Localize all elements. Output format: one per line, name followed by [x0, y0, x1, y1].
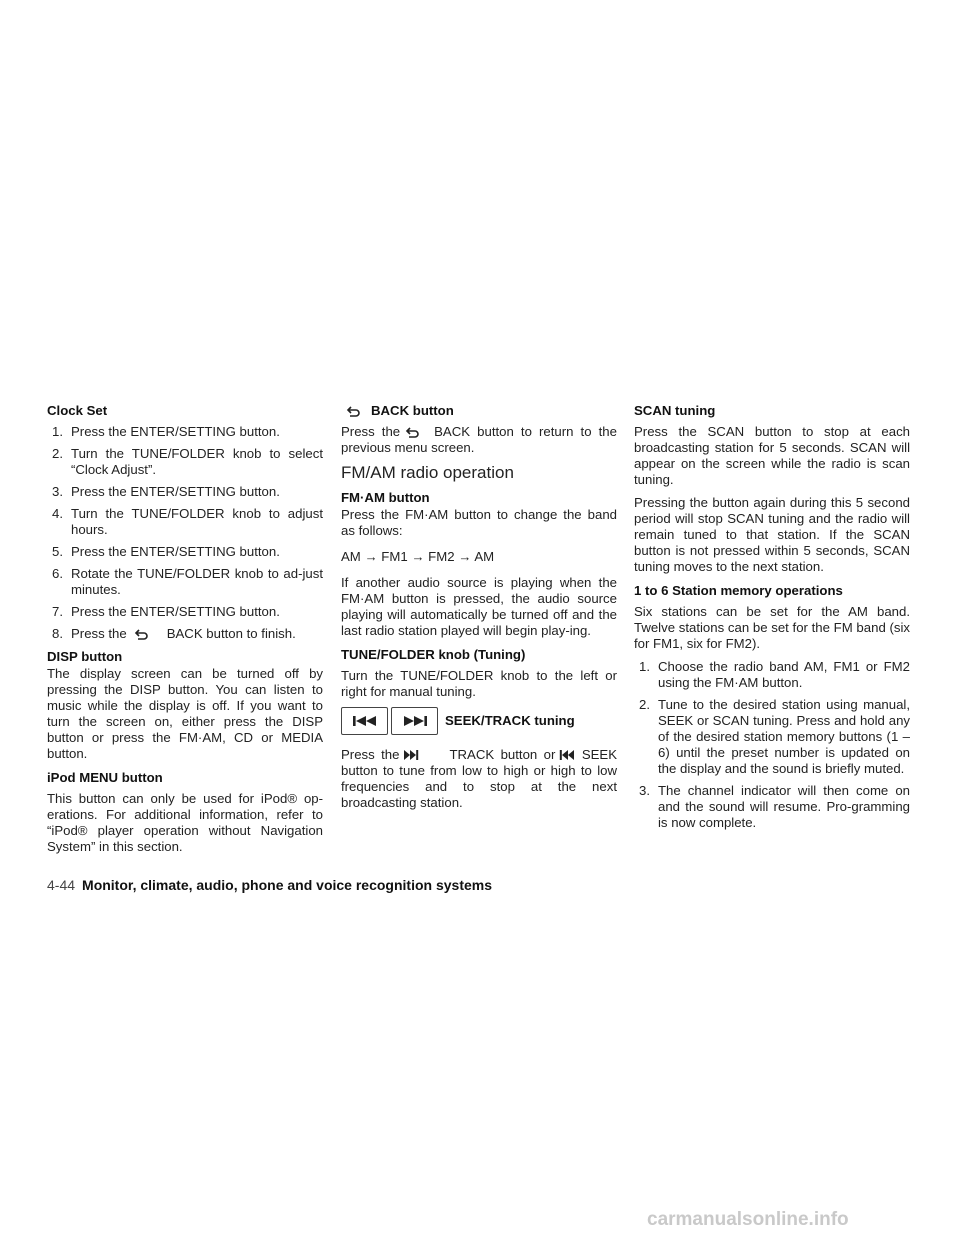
seek-track-body: Press the TRACK button or SEEK button to tune from low to high or high to low frequencies and to stop at the next broadcasting station.	[341, 747, 617, 810]
list-item: 2. Tune to the desired station using manual, SEEK or SCAN tuning. Press and hold any of the desired station memory buttons (1 – 6) until the preset number is updated on the display and the sound is briefly muted.	[639, 697, 910, 776]
tune-folder-heading: TUNE/FOLDER knob (Tuning)	[341, 647, 526, 662]
skip-forward-icon	[403, 749, 419, 763]
ipod-menu-body: This button can only be used for iPod® op-erations. For additional information, refer to “iPod® player operation without Navigation System” in this section.	[47, 791, 323, 854]
list-item: 8. Press the BACK button to finish.	[52, 626, 296, 641]
column-left	[47, 402, 323, 862]
fm-am-button-heading: FM·AM button	[341, 490, 430, 505]
list-item: 4. Turn the TUNE/FOLDER knob to adjust hours.	[52, 506, 323, 537]
list-item: 1. Press the ENTER/SETTING button.	[52, 424, 280, 439]
list-item: 6. Rotate the TUNE/FOLDER knob to ad-just minutes.	[52, 566, 323, 597]
back-arrow-icon	[133, 628, 149, 642]
tune-folder-body: Turn the TUNE/FOLDER knob to the left or right for manual tuning.	[341, 668, 617, 699]
list-item: 1. Choose the radio band AM, FM1 or FM2 using the FM·AM button.	[639, 659, 910, 690]
fm-am-button-body2: If another audio source is playing when the FM·AM button is pressed, the audio source playing will automatically be turned off and the last radio station played will begin play-ing.	[341, 575, 617, 638]
clock-set-steps	[47, 424, 323, 642]
station-memory-steps	[634, 659, 910, 831]
watermark: carmanualsonline.info	[647, 1209, 849, 1230]
scan-tuning-body2: Pressing the button again during this 5 second period will stop SCAN tuning and the radio will remain tuned to that station. If the SCAN button is not pressed within 5 seconds, SCAN tuning moves to the next station.	[634, 495, 910, 574]
scan-tuning-body1: Press the SCAN button to stop at each broadcasting station for 5 seconds. SCAN will appear on the screen while the radio is scan tuning.	[634, 424, 910, 487]
footer-title: Monitor, climate, audio, phone and voice recognition systems	[82, 877, 492, 893]
back-arrow-icon	[345, 405, 361, 419]
list-item: 3. Press the ENTER/SETTING button.	[52, 484, 280, 499]
fm-am-operation-title: FM/AM radio operation	[341, 463, 514, 482]
station-memory-body: Six stations can be set for the AM band. Twelve stations can be set for the FM band (six for FM1, six for FM2).	[634, 604, 910, 651]
skip-back-icon	[559, 749, 575, 763]
skip-forward-icon	[391, 707, 438, 735]
page-footer	[47, 876, 492, 894]
back-arrow-icon	[404, 426, 420, 440]
band-sequence: AM → FM1 → FM2 → AM	[341, 549, 495, 564]
list-item: 3. The channel indicator will then come on and the sound will resume. Pro-gramming is now complete.	[639, 783, 910, 830]
seek-track-heading-row	[341, 707, 617, 735]
list-item: 2. Turn the TUNE/FOLDER knob to select “Clock Adjust”.	[52, 446, 323, 477]
list-item: 5. Press the ENTER/SETTING button.	[52, 544, 280, 559]
seek-track-heading: SEEK/TRACK tuning	[445, 713, 575, 728]
station-memory-heading: 1 to 6 Station memory operations	[634, 583, 843, 598]
disp-button-body: The display screen can be turned off by pressing the DISP button. You can listen to music while the display is off. If you want to turn the screen on, either press the DISP button or press the FM·AM, CD or MEDIA button.	[47, 666, 323, 761]
scan-tuning-heading: SCAN tuning	[634, 403, 716, 418]
skip-back-icon	[341, 707, 388, 735]
column-middle	[341, 402, 617, 818]
disp-button-heading: DISP button	[47, 649, 123, 664]
page-number: 4-44	[47, 877, 76, 893]
clock-set-heading: Clock Set	[47, 403, 108, 418]
column-right	[634, 402, 910, 837]
ipod-menu-heading: iPod MENU button	[47, 770, 163, 785]
fm-am-button-body: Press the FM·AM button to change the band as follows:	[341, 507, 617, 538]
back-button-heading: BACK button	[341, 402, 617, 420]
list-item: 7. Press the ENTER/SETTING button.	[52, 604, 280, 619]
back-button-body: Press the BACK button to return to the previous menu screen.	[341, 424, 617, 455]
